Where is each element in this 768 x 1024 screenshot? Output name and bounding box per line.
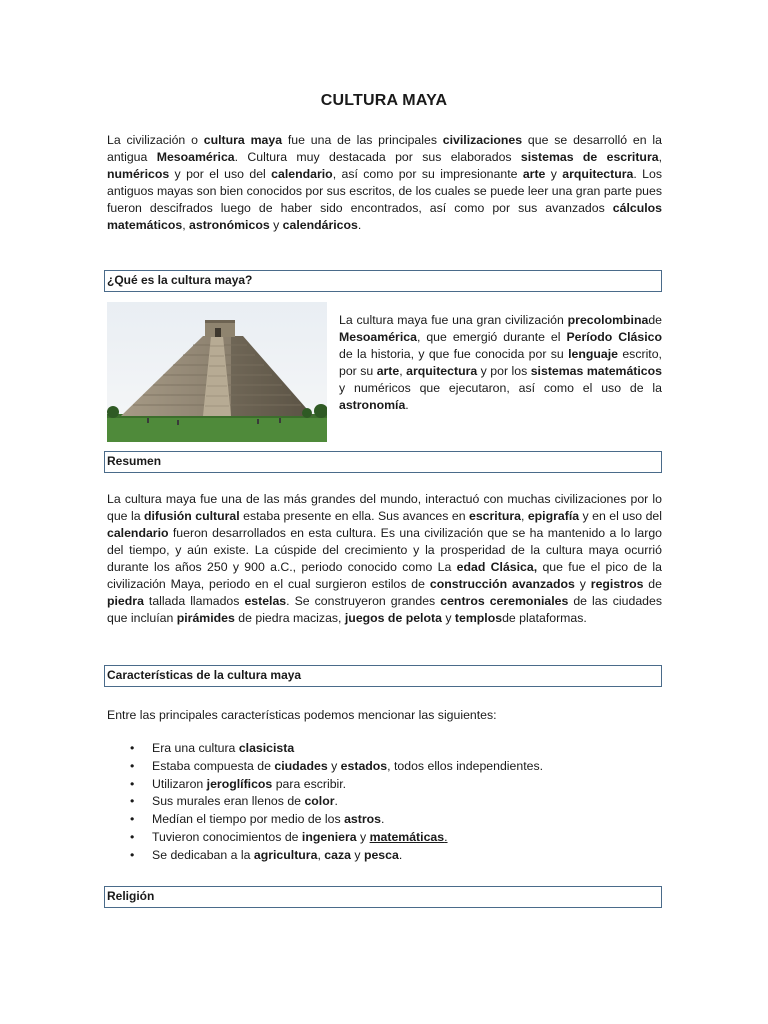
- bold-term: jeroglíficos: [206, 776, 273, 791]
- text-run: ,: [182, 218, 190, 232]
- bold-term: astronómicos: [189, 218, 270, 232]
- text-run: y por los: [477, 364, 531, 378]
- text-run: y: [327, 758, 341, 773]
- text-run: .: [398, 847, 403, 862]
- list-intro: Entre las principales características podemos mencionar las siguientes:: [107, 708, 497, 722]
- text-run: . Cultura muy destacada por sus elaborados: [234, 150, 521, 164]
- text-run: Utilizaron: [152, 776, 207, 791]
- text-run: y: [356, 829, 370, 844]
- list-item: [130, 776, 670, 794]
- text-run: .: [405, 398, 409, 412]
- text-run: .: [444, 829, 448, 844]
- text-run: fueron desarrollados en esta cultura. Es una civilización que se ha mantenido a lo largo del tiempo, y aún existe. La cúspide del crecimiento y la prosperidad de la cultura maya ocurrió durante los años 250 y 900 a.C., periodo conocido como La: [107, 526, 662, 574]
- bold-term: centros ceremoniales: [440, 594, 569, 608]
- bold-term: agricultura: [253, 847, 318, 862]
- text-run: fue una de las principales: [282, 133, 443, 147]
- text-run: y: [441, 611, 455, 625]
- bold-term: arquitectura: [562, 167, 634, 181]
- text-run: escrito, por su: [339, 347, 662, 378]
- text-run: que se desarrolló en la antigua: [107, 133, 662, 164]
- bold-term: civilizaciones: [442, 133, 523, 147]
- text-run: y: [574, 577, 591, 591]
- bold-term: ingeniera: [301, 829, 357, 844]
- bold-term: precolombina: [567, 313, 649, 327]
- bold-term: astronomía: [339, 398, 406, 412]
- resumen-paragraph: [107, 491, 662, 627]
- bold-term: templos: [454, 611, 503, 625]
- bold-term: matemáticas: [369, 829, 445, 844]
- text-run: , que emergió durante el: [416, 330, 567, 344]
- bold-term: arquitectura: [406, 364, 478, 378]
- text-run: Tuvieron conocimientos de: [152, 829, 302, 844]
- section-heading-text: Religión: [107, 889, 155, 903]
- text-run: que fue el pico de la civilización Maya, periodo en el cual surgieron estilos de: [107, 560, 662, 591]
- text-run: y por el uso del: [169, 167, 272, 181]
- text-run: Medían el tiempo por medio de los: [152, 812, 345, 827]
- text-run: tallada llamados: [143, 594, 245, 608]
- bold-term: cultura maya: [203, 133, 283, 147]
- bold-term: epigrafía: [527, 509, 580, 523]
- section-heading-text: Características de la cultura maya: [107, 668, 302, 682]
- bold-term: Mesoamérica: [339, 330, 417, 344]
- bold-term: Período Clásico: [566, 330, 662, 344]
- text-run: .: [357, 218, 362, 232]
- bold-term: arte: [376, 364, 400, 378]
- pyramid-image: [107, 302, 327, 442]
- bold-term: sistemas de escritura: [520, 150, 659, 164]
- bold-term: lenguaje: [568, 347, 618, 361]
- bold-term: color: [304, 794, 335, 809]
- bold-term: Mesoamérica: [156, 150, 235, 164]
- text-run: y: [269, 218, 283, 232]
- text-run: .: [381, 812, 385, 827]
- bold-term: ciudades: [274, 758, 328, 773]
- list-item: [130, 847, 670, 865]
- list-item: [130, 758, 670, 776]
- bold-term: estados: [340, 758, 388, 773]
- bold-term: astros: [344, 812, 381, 827]
- text-run: La civilización o: [107, 133, 204, 147]
- bold-term: construcción avanzados: [429, 577, 575, 591]
- text-run: y en el uso del: [579, 509, 662, 523]
- bold-term: edad Clásica,: [456, 560, 538, 574]
- text-run: Estaba compuesta de: [152, 758, 275, 773]
- text-run: La cultura maya fue una gran civilización: [339, 313, 568, 327]
- text-run: de plataformas.: [502, 611, 587, 625]
- text-run: y numéricos que ejecutaron, así como el uso de la: [339, 381, 662, 395]
- text-run: Se dedicaban a la: [152, 847, 254, 862]
- intro-paragraph: [107, 132, 662, 234]
- list-item: [130, 793, 670, 811]
- text-run: ,: [317, 847, 325, 862]
- bold-term: pirámides: [176, 611, 235, 625]
- text-run: . Se construyeron grandes: [286, 594, 441, 608]
- text-run: . Los antiguos mayas son bien conocidos por sus escritos, de los cuales se puede leer una gran parte pues fueron descifrados luego de haber sido encontrados, así como por sus avanzados: [107, 167, 662, 215]
- text-run: ,: [520, 509, 528, 523]
- bold-term: pesca: [363, 847, 399, 862]
- bold-term: clasicista: [238, 741, 295, 755]
- bold-term: arte: [522, 167, 546, 181]
- bold-term: calendario: [271, 167, 333, 181]
- bold-term: juegos de pelota: [344, 611, 442, 625]
- bold-term: cálculos matemáticos: [107, 201, 662, 232]
- section-heading-que-es: [104, 270, 662, 292]
- text-run: de las ciudades que incluían: [107, 594, 663, 625]
- que-es-paragraph: [339, 312, 662, 414]
- section-heading-text: Resumen: [107, 454, 162, 468]
- bold-term: calendáricos: [282, 218, 358, 232]
- bold-term: calendario: [107, 526, 169, 540]
- section-heading-religion: [104, 886, 662, 908]
- text-run: Era una cultura: [152, 741, 239, 755]
- list-item: [130, 829, 670, 847]
- bold-term: caza: [324, 847, 351, 862]
- bold-term: piedra: [107, 594, 144, 608]
- text-run: ,: [658, 150, 662, 164]
- bold-term: sistemas matemáticos: [530, 364, 663, 378]
- bold-term: estelas: [244, 594, 287, 608]
- bold-term: escritura: [469, 509, 521, 523]
- bold-term: difusión cultural: [144, 509, 240, 523]
- text-run: , todos ellos independientes.: [387, 758, 544, 773]
- page-title: CULTURA MAYA: [320, 92, 448, 109]
- text-run: de la historia, y que fue conocida por su: [339, 347, 569, 361]
- text-run: estaba presente en ella. Sus avances en: [239, 509, 469, 523]
- list-item: [130, 740, 670, 758]
- text-run: Sus murales eran llenos de: [152, 794, 305, 809]
- section-heading-resumen: [104, 451, 662, 473]
- list-item: [130, 811, 670, 829]
- text-run: de piedra macizas,: [234, 611, 345, 625]
- text-run: .: [334, 794, 338, 809]
- text-run: y: [350, 847, 364, 862]
- text-run: para escribir.: [272, 776, 347, 791]
- characteristics-list: [130, 740, 670, 865]
- section-heading-text: ¿Qué es la cultura maya?: [107, 273, 253, 287]
- text-run: y: [545, 167, 563, 181]
- text-run: , así como por su impresionante: [332, 167, 523, 181]
- text-run: de: [648, 313, 662, 327]
- text-run: La cultura maya fue una de las más grandes del mundo, interactuó con muchas civilizaciones por lo que la: [107, 492, 662, 523]
- text-run: ,: [399, 364, 407, 378]
- bold-term: numéricos: [107, 167, 170, 181]
- text-run: de: [643, 577, 662, 591]
- section-heading-caracteristicas: [104, 665, 662, 687]
- bold-term: registros: [590, 577, 644, 591]
